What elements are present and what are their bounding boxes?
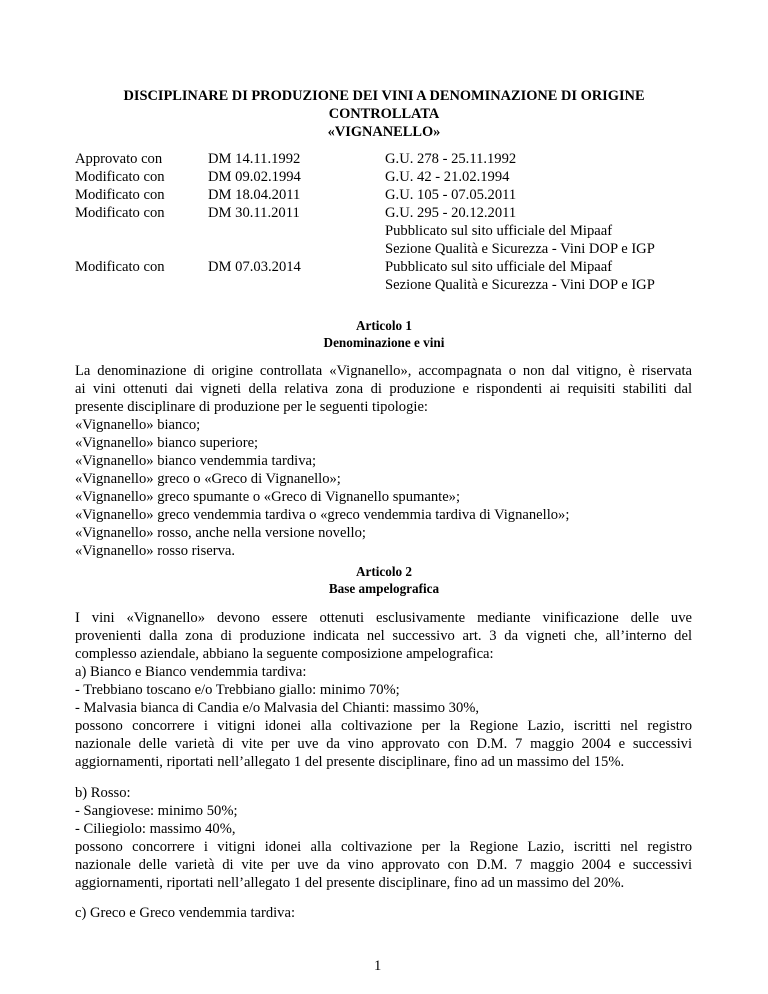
wine-type-item: «Vignanello» greco vendemmia tardiva o «greco vendemmia tardiva di Vignanello»;	[75, 507, 570, 523]
article-2-intro	[75, 609, 692, 663]
history-label: Modificato con	[75, 187, 165, 203]
history-dm	[208, 240, 301, 258]
title-line: «VIGNANELLO»	[327, 124, 441, 140]
history-gu: G.U. 278 - 25.11.1992	[385, 151, 517, 167]
history-label	[75, 240, 165, 258]
section-heading: a) Bianco e Bianco vendemmia tardiva:	[75, 664, 307, 680]
history-label: Approvato con	[75, 151, 163, 167]
section-heading: b) Rosso:	[75, 785, 131, 801]
article-2-heading	[76, 563, 692, 597]
history-label	[75, 276, 165, 294]
wine-type-item: «Vignanello» bianco superiore;	[75, 435, 259, 451]
page-number: 1	[374, 958, 382, 974]
body-line: nazionale delle varietà di vite per uve da vino approvato con D.M. 7 maggio 2004 e successivi	[75, 736, 692, 752]
history-dm	[208, 276, 301, 294]
grape-item: - Trebbiano toscano e/o Trebbiano giallo: minimo 70%;	[75, 682, 400, 698]
history-gu: Sezione Qualità e Sicurezza - Vini DOP e IGP	[385, 277, 655, 293]
body-line: presente disciplinare di produzione per le seguenti tipologie:	[75, 399, 428, 415]
wine-type-item: «Vignanello» rosso, anche nella versione novello;	[75, 525, 366, 541]
history-dm: DM 18.04.2011	[208, 187, 301, 203]
body-line: aggiornamenti, riportati nell’allegato 1 del presente disciplinare, fino ad un massimo del 15%.	[75, 754, 625, 770]
wine-type-item: «Vignanello» bianco vendemmia tardiva;	[75, 453, 317, 469]
history-gu: Sezione Qualità e Sicurezza - Vini DOP e IGP	[385, 241, 655, 257]
history-gu: Pubblicato sul sito ufficiale del Mipaaf	[385, 259, 613, 275]
body-line: I vini «Vignanello» devono essere ottenuti esclusivamente mediante vinificazione delle uve	[75, 610, 692, 626]
wine-type-item: «Vignanello» bianco;	[75, 417, 201, 433]
title-line: DISCIPLINARE DI PRODUZIONE DEI VINI A DENOMINAZIONE DI ORIGINE	[123, 88, 645, 104]
history-dm: DM 07.03.2014	[208, 259, 301, 275]
history-dm: DM 30.11.2011	[208, 205, 300, 221]
history-gu: G.U. 105 - 07.05.2011	[385, 187, 517, 203]
grape-item: - Malvasia bianca di Candia e/o Malvasia del Chianti: massimo 30%,	[75, 700, 480, 716]
article-subtitle: Denominazione e vini	[323, 335, 445, 350]
body-line: ai vini ottenuti dai vigneti della relativa zona di produzione e rispondenti ai requisiti stabiliti dal	[75, 381, 692, 397]
section-a-bianco	[75, 663, 692, 771]
article-subtitle: Base ampelografica	[328, 581, 440, 596]
history-dm	[208, 222, 301, 240]
wine-type-item: «Vignanello» greco o «Greco di Vignanello»;	[75, 471, 341, 487]
history-gu: G.U. 42 - 21.02.1994	[385, 169, 510, 185]
history-dm: DM 09.02.1994	[208, 169, 301, 185]
article-number: Articolo 2	[355, 564, 413, 579]
wine-type-item: «Vignanello» rosso riserva.	[75, 543, 236, 559]
wine-type-item: «Vignanello» greco spumante o «Greco di Vignanello spumante»;	[75, 489, 461, 505]
body-line: possono concorrere i vitigni idonei alla coltivazione per la Regione Lazio, iscritti nel registro	[75, 718, 692, 734]
article-number: Articolo 1	[355, 318, 413, 333]
article-1-body	[75, 362, 692, 560]
title-line: CONTROLLATA	[328, 106, 440, 122]
history-label: Modificato con	[75, 259, 165, 275]
history-labels	[75, 150, 165, 294]
body-line: possono concorrere i vitigni idonei alla coltivazione per la Regione Lazio, iscritti nel registro	[75, 839, 692, 855]
history-label	[75, 222, 165, 240]
section-c-greco	[75, 904, 692, 922]
history-gu: G.U. 295 - 20.12.2011	[385, 205, 517, 221]
history-dm: DM 14.11.1992	[208, 151, 301, 167]
article-1-heading	[76, 317, 692, 351]
body-line: complesso aziendale, abbiano la seguente composizione ampelografica:	[75, 646, 494, 662]
body-line: aggiornamenti, riportati nell’allegato 1 del presente disciplinare, fino ad un massimo del 20%.	[75, 875, 625, 891]
history-label: Modificato con	[75, 205, 165, 221]
grape-item: - Ciliegiolo: massimo 40%,	[75, 821, 236, 837]
body-line: provenienti dalla zona di produzione indicata nel successivo art. 3 da vigneti che, all’interno del	[75, 628, 692, 644]
section-heading: c) Greco e Greco vendemmia tardiva:	[75, 905, 296, 921]
history-gazette	[385, 150, 655, 294]
section-b-rosso	[75, 784, 692, 892]
document-title	[76, 87, 692, 141]
body-line: nazionale delle varietà di vite per uve da vino approvato con D.M. 7 maggio 2004 e successivi	[75, 857, 692, 873]
history-gu: Pubblicato sul sito ufficiale del Mipaaf	[385, 223, 613, 239]
body-line: La denominazione di origine controllata «Vignanello», accompagnata o non dal vitigno, è riservata	[75, 363, 692, 379]
history-label: Modificato con	[75, 169, 165, 185]
history-decrees	[208, 150, 301, 294]
grape-item: - Sangiovese: minimo 50%;	[75, 803, 238, 819]
